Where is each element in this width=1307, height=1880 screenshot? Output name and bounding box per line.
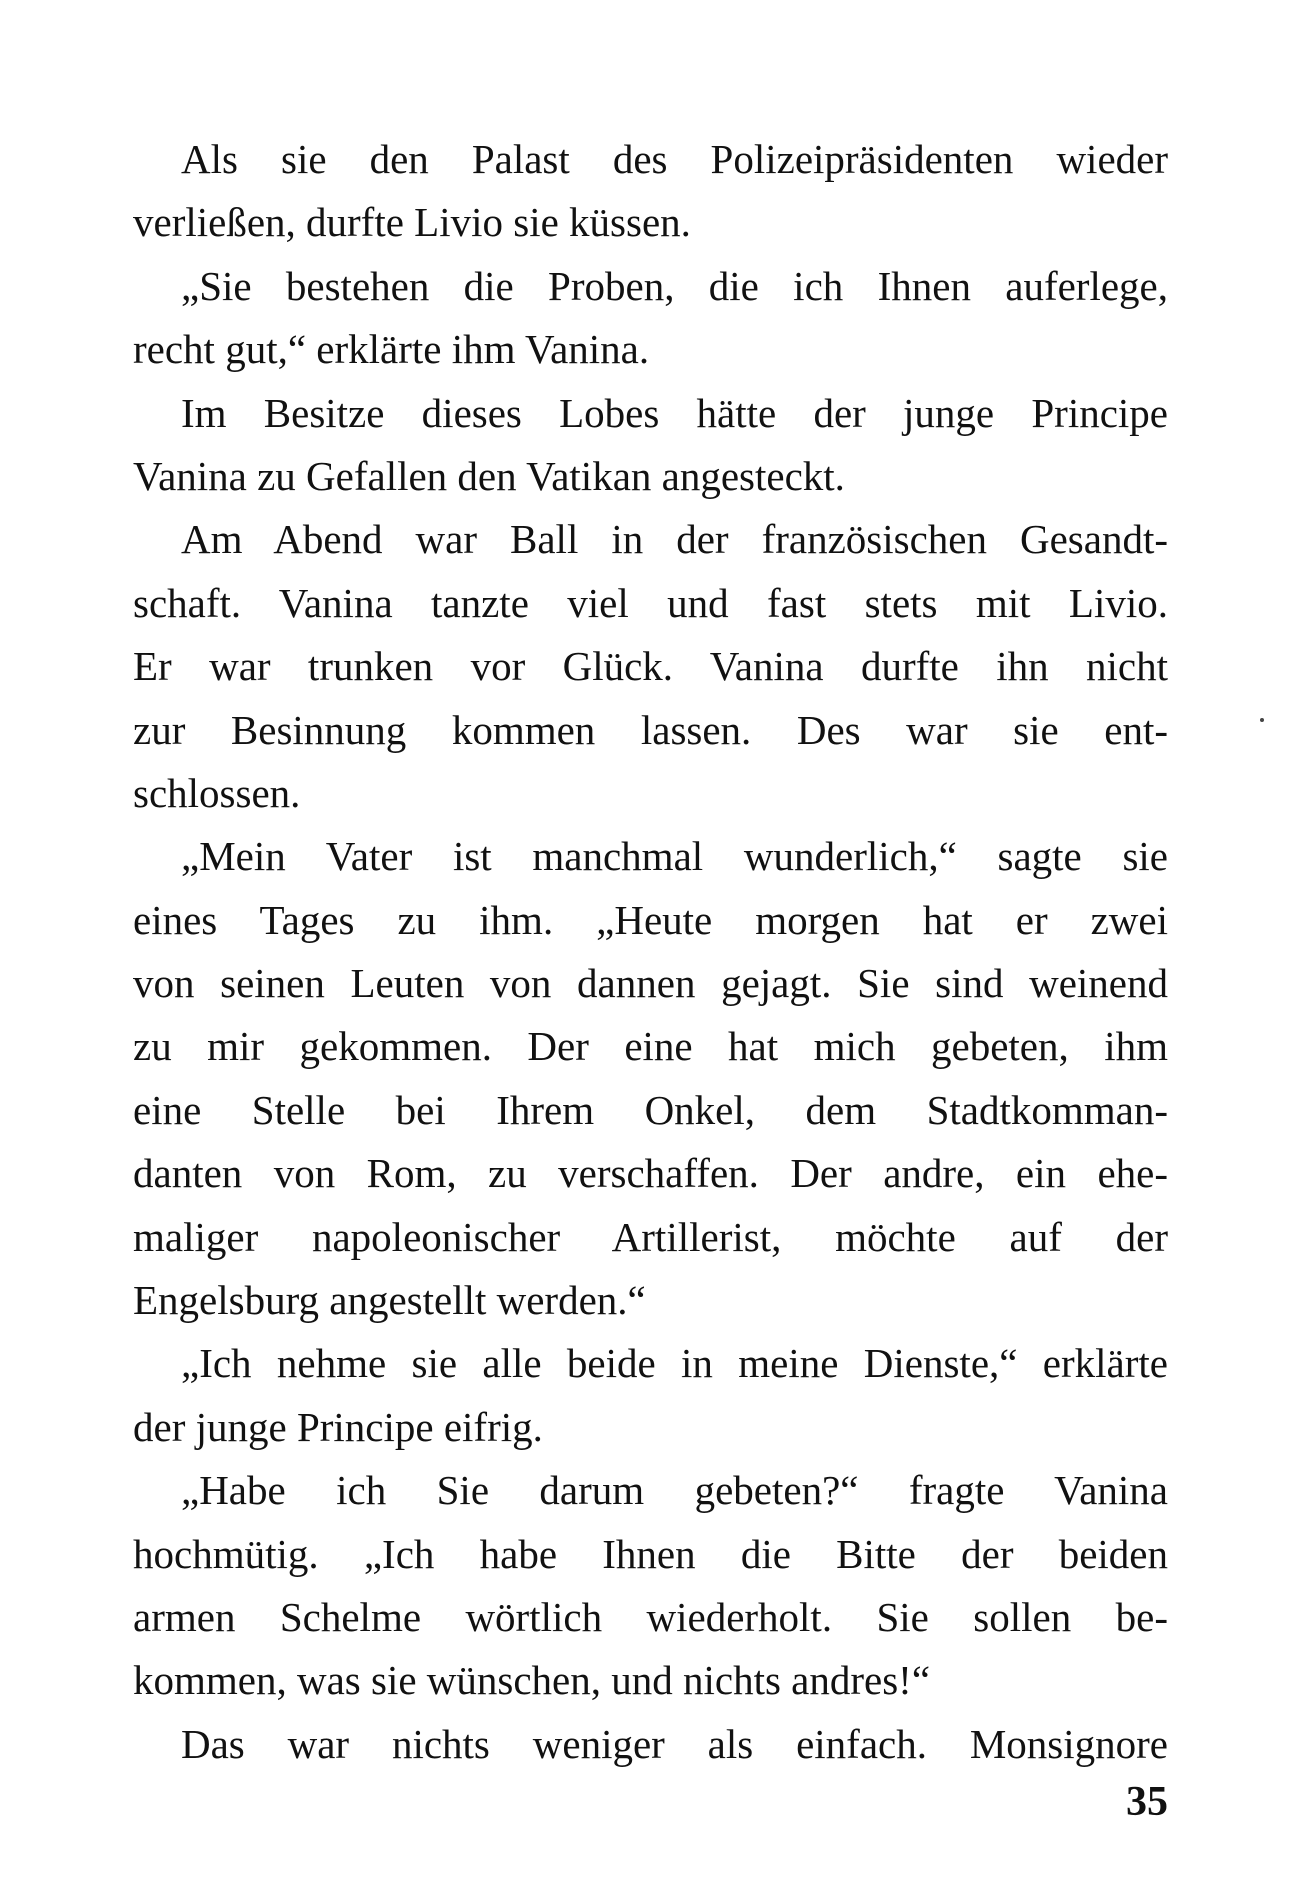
text-line: armen Schelme wörtlich wiederholt. Sie sollen be- (133, 1593, 1168, 1640)
text-line: von seinen Leuten von dannen gejagt. Sie sind weinend (133, 960, 1168, 1007)
text-line: verließen, durfte Livio sie küssen. (133, 199, 691, 246)
scan-speck (1260, 718, 1264, 722)
text-line: recht gut,“ erklärte ihm Vanina. (133, 326, 650, 373)
text-line: zur Besinnung kommen lassen. Des war sie ent- (133, 706, 1168, 753)
text-line: Er war trunken vor Glück. Vanina durfte ihn nicht (133, 643, 1168, 690)
text-line: Im Besitze dieses Lobes hätte der junge Principe (181, 389, 1168, 436)
text-line: Am Abend war Ball in der französischen Gesandt- (181, 516, 1168, 563)
text-line: eines Tages zu ihm. „Heute morgen hat er zwei (133, 896, 1168, 943)
text-line: „Ich nehme sie alle beide in meine Dienste,“ erklärte (181, 1340, 1168, 1387)
text-line: der junge Principe eifrig. (133, 1403, 543, 1450)
text-line: Das war nichts weniger als einfach. Monsignore (181, 1720, 1168, 1767)
text-line: maliger napoleonischer Artillerist, möchte auf der (133, 1213, 1168, 1260)
text-line: Vanina zu Gefallen den Vatikan angesteckt. (133, 452, 845, 499)
text-line: eine Stelle bei Ihrem Onkel, dem Stadtkomman- (133, 1086, 1168, 1133)
page-number: 35 (1126, 1779, 1168, 1825)
text-line: schlossen. (133, 769, 301, 816)
text-line: „Mein Vater ist manchmal wunderlich,“ sagte sie (181, 833, 1168, 880)
body-text (133, 128, 1168, 1776)
text-line: kommen, was sie wünschen, und nichts andres!“ (133, 1657, 931, 1704)
text-line: „Sie bestehen die Proben, die ich Ihnen auferlege, (181, 262, 1168, 309)
text-line: danten von Rom, zu verschaffen. Der andre, ein ehe- (133, 1150, 1168, 1197)
text-line: „Habe ich Sie darum gebeten?“ fragte Vanina (181, 1467, 1168, 1514)
text-line: zu mir gekommen. Der eine hat mich gebeten, ihm (133, 1023, 1168, 1070)
text-line: Engelsburg angestellt werden.“ (133, 1277, 646, 1324)
text-line: schaft. Vanina tanzte viel und fast stets mit Livio. (133, 579, 1168, 626)
text-line: hochmütig. „Ich habe Ihnen die Bitte der beiden (133, 1530, 1168, 1577)
text-line: Als sie den Palast des Polizeipräsidenten wieder (181, 136, 1168, 182)
